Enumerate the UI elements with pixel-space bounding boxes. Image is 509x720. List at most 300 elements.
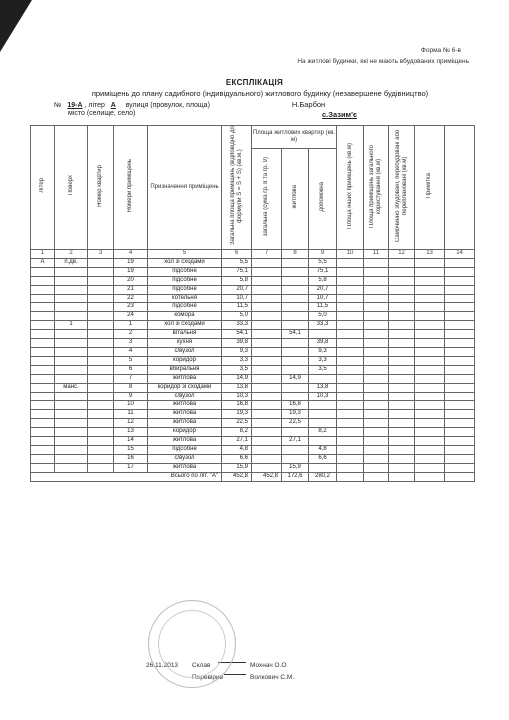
cell-total-area: 5,0	[222, 312, 252, 321]
cell-floor	[55, 339, 88, 348]
cell-empty	[337, 365, 364, 374]
cell-living	[282, 365, 309, 374]
cell-room-number: 19	[114, 258, 148, 267]
table-row	[31, 463, 475, 472]
cell-empty	[389, 463, 415, 472]
cell-apartment	[88, 365, 114, 374]
cell-empty	[445, 321, 475, 330]
col-general: загальна (сума гр. 8 та гр. 9)	[263, 157, 269, 237]
cell-empty	[445, 312, 475, 321]
cell-total-area: 5,5	[222, 258, 252, 267]
cell-empty	[445, 276, 475, 285]
cell-auxiliary: 39,8	[309, 339, 337, 348]
column-number: 14	[445, 250, 475, 259]
house-no: 19-А	[67, 102, 83, 109]
cell-total-area: 75,1	[222, 267, 252, 276]
cell-room-number: 21	[114, 285, 148, 294]
cell-empty	[337, 258, 364, 267]
column-number: 8	[282, 250, 309, 259]
checker-signature	[224, 674, 246, 675]
cell-room-number: 5	[114, 356, 148, 365]
cell-floor: 1	[55, 321, 88, 330]
cell-auxiliary: 5,8	[309, 276, 337, 285]
compiled-label: Склав	[192, 662, 211, 669]
cell-empty	[415, 267, 445, 276]
cell-empty	[337, 347, 364, 356]
cell-auxiliary	[309, 410, 337, 419]
cell-general	[252, 312, 282, 321]
cell-apartment	[88, 428, 114, 437]
cell-floor	[55, 428, 88, 437]
cell-total-area: 10,3	[222, 392, 252, 401]
cell-living	[282, 285, 309, 294]
cell-empty	[337, 463, 364, 472]
cell-litera: А	[31, 258, 55, 267]
cell-litera	[31, 428, 55, 437]
table-row	[31, 276, 475, 285]
cell-apartment	[88, 401, 114, 410]
cell-purpose: хол зі сходами	[148, 321, 222, 330]
cell-empty	[389, 321, 415, 330]
cell-living	[282, 321, 309, 330]
cell-purpose: житлова	[148, 410, 222, 419]
cell-auxiliary: 8,2	[309, 428, 337, 437]
cell-room-number: 8	[114, 383, 148, 392]
cell-empty	[364, 392, 389, 401]
cell-empty	[364, 445, 389, 454]
cell-auxiliary: 3,5	[309, 365, 337, 374]
cell-empty	[364, 454, 389, 463]
cell-empty	[445, 347, 475, 356]
cell-purpose: підсобне	[148, 303, 222, 312]
cell-room-number: 17	[114, 463, 148, 472]
cell-purpose: вітальня	[148, 330, 222, 339]
cell-purpose: хол зі сходами	[148, 258, 222, 267]
round-stamp-inner	[158, 610, 226, 678]
cell-empty	[337, 472, 364, 481]
cell-empty	[337, 437, 364, 446]
cell-floor	[55, 419, 88, 428]
cell-empty	[445, 330, 475, 339]
cell-total-area: 6,6	[222, 454, 252, 463]
cell-empty	[415, 463, 445, 472]
cell-floor	[55, 410, 88, 419]
cell-total-area: 39,8	[222, 339, 252, 348]
table-row	[31, 410, 475, 419]
column-number: 10	[337, 250, 364, 259]
cell-empty	[389, 472, 415, 481]
cell-floor	[55, 374, 88, 383]
table-row	[31, 267, 475, 276]
cell-purpose: підсобне	[148, 276, 222, 285]
cell-general	[252, 347, 282, 356]
cell-litera	[31, 330, 55, 339]
cell-empty	[415, 303, 445, 312]
cell-empty	[389, 445, 415, 454]
cell-auxiliary: 10,3	[309, 392, 337, 401]
cell-litera	[31, 374, 55, 383]
cell-empty	[445, 267, 475, 276]
column-number: 6	[222, 250, 252, 259]
cell-auxiliary: 6,6	[309, 454, 337, 463]
cell-general	[252, 276, 282, 285]
table-row	[31, 383, 475, 392]
cell-litera	[31, 463, 55, 472]
cell-apartment	[88, 312, 114, 321]
table-row	[31, 339, 475, 348]
cell-empty	[337, 312, 364, 321]
cell-apartment	[88, 437, 114, 446]
cell-floor	[55, 294, 88, 303]
document-title: ЕКСПЛІКАЦІЯ	[225, 78, 284, 87]
cell-floor	[55, 392, 88, 401]
cell-living	[282, 356, 309, 365]
cell-litera	[31, 392, 55, 401]
cell-floor	[55, 276, 88, 285]
cell-purpose: с/вузол	[148, 347, 222, 356]
cell-empty	[389, 330, 415, 339]
cell-empty	[364, 410, 389, 419]
cell-room-number: 2	[114, 330, 148, 339]
cell-empty	[337, 401, 364, 410]
column-number: 2	[55, 250, 88, 259]
cell-living: 54,1	[282, 330, 309, 339]
cell-apartment	[88, 463, 114, 472]
cell-empty	[415, 276, 445, 285]
table-row	[31, 437, 475, 446]
cell-apartment	[88, 392, 114, 401]
cell-purpose: с/вузол	[148, 392, 222, 401]
cell-empty	[364, 347, 389, 356]
cell-living	[282, 276, 309, 285]
cell-empty	[415, 392, 445, 401]
cell-total-area: 3,5	[222, 365, 252, 374]
cell-empty	[364, 330, 389, 339]
cell-room-number: 19	[114, 267, 148, 276]
cell-empty	[389, 454, 415, 463]
cell-general	[252, 463, 282, 472]
cell-litera	[31, 410, 55, 419]
table-row	[31, 365, 475, 374]
cell-empty	[364, 437, 389, 446]
cell-general	[252, 454, 282, 463]
cell-room-number: 3	[114, 339, 148, 348]
cell-empty	[337, 454, 364, 463]
cell-general	[252, 258, 282, 267]
cell-living	[282, 383, 309, 392]
cell-auxiliary: 5,0	[309, 312, 337, 321]
cell-empty	[389, 312, 415, 321]
cell-general	[252, 374, 282, 383]
cell-auxiliary: 10,7	[309, 294, 337, 303]
col-auxiliary: допоміжна	[319, 182, 326, 212]
cell-empty	[445, 445, 475, 454]
cell-apartment	[88, 321, 114, 330]
table-row	[31, 419, 475, 428]
cell-empty	[415, 419, 445, 428]
col-total-area: Загальна площа приміщень (відповідно до формули S = S + S) (кв.м.)	[229, 126, 243, 245]
cell-room-number: 9	[114, 392, 148, 401]
cell-empty	[415, 428, 445, 437]
cell-empty	[415, 445, 445, 454]
table-row	[31, 330, 475, 339]
column-number-row	[31, 250, 475, 259]
cell-room-number: 22	[114, 294, 148, 303]
cell-auxiliary	[309, 419, 337, 428]
cell-empty	[337, 321, 364, 330]
cell-empty	[337, 392, 364, 401]
cell-total-area: 16,8	[222, 401, 252, 410]
cell-empty	[364, 276, 389, 285]
cell-empty	[364, 472, 389, 481]
cell-floor	[55, 365, 88, 374]
cell-room-number: 14	[114, 437, 148, 446]
compile-date: 26.11.2013	[146, 662, 179, 669]
cell-empty	[445, 419, 475, 428]
cell-floor	[55, 267, 88, 276]
cell-empty	[364, 383, 389, 392]
cell-total-area: 22,5	[222, 419, 252, 428]
table-row	[31, 347, 475, 356]
table-row	[31, 356, 475, 365]
cell-litera	[31, 356, 55, 365]
cell-empty	[364, 339, 389, 348]
cell-purpose: житлова	[148, 437, 222, 446]
cell-living: 14,9	[282, 374, 309, 383]
cell-empty	[389, 437, 415, 446]
cell-empty	[364, 401, 389, 410]
cell-empty	[445, 437, 475, 446]
cell-empty	[415, 437, 445, 446]
cell-purpose: вбиральня	[148, 365, 222, 374]
cell-empty	[389, 303, 415, 312]
column-number: 9	[309, 250, 337, 259]
table-row	[31, 445, 475, 454]
scan-edge-mark	[0, 0, 32, 52]
cell-floor	[55, 463, 88, 472]
cell-room-number: 23	[114, 303, 148, 312]
table-row	[31, 285, 475, 294]
cell-empty	[389, 294, 415, 303]
total-area: 452,8	[222, 472, 252, 481]
table-row	[31, 258, 475, 267]
column-number: 1	[31, 250, 55, 259]
cell-empty	[415, 383, 445, 392]
cell-litera	[31, 419, 55, 428]
cell-general	[252, 428, 282, 437]
cell-apartment	[88, 410, 114, 419]
cell-empty	[364, 285, 389, 294]
cell-living: 19,3	[282, 410, 309, 419]
cell-empty	[364, 258, 389, 267]
total-general: 452,8	[252, 472, 282, 481]
cell-empty	[415, 472, 445, 481]
cell-living: 16,8	[282, 401, 309, 410]
cell-purpose: кухня	[148, 339, 222, 348]
cell-empty	[389, 339, 415, 348]
cell-empty	[337, 419, 364, 428]
cell-room-number: 6	[114, 365, 148, 374]
cell-total-area: 3,3	[222, 356, 252, 365]
cell-purpose: комора	[148, 312, 222, 321]
cell-apartment	[88, 258, 114, 267]
cell-general	[252, 303, 282, 312]
cell-litera	[31, 454, 55, 463]
cell-empty	[337, 267, 364, 276]
col-other-area: Площа інших приміщень (кв.м)	[346, 142, 353, 229]
cell-empty	[337, 374, 364, 383]
explication-table	[30, 125, 475, 482]
cell-litera	[31, 365, 55, 374]
cell-purpose: житлова	[148, 374, 222, 383]
cell-living	[282, 347, 309, 356]
cell-empty	[364, 356, 389, 365]
column-number: 5	[148, 250, 222, 259]
cell-floor	[55, 454, 88, 463]
column-number: 11	[364, 250, 389, 259]
cell-empty	[364, 463, 389, 472]
col-notes: Примітка	[426, 172, 433, 199]
cell-living: 22,5	[282, 419, 309, 428]
cell-litera	[31, 312, 55, 321]
cell-general	[252, 356, 282, 365]
cell-purpose: коридор зі сходами	[148, 383, 222, 392]
cell-empty	[445, 392, 475, 401]
cell-general	[252, 285, 282, 294]
table-row	[31, 428, 475, 437]
cell-empty	[389, 374, 415, 383]
cell-empty	[337, 339, 364, 348]
cell-living	[282, 294, 309, 303]
cell-total-area: 8,2	[222, 428, 252, 437]
cell-general	[252, 383, 282, 392]
table-row	[31, 321, 475, 330]
cell-general	[252, 437, 282, 446]
cell-apartment	[88, 445, 114, 454]
cell-empty	[415, 330, 445, 339]
cell-room-number: 15	[114, 445, 148, 454]
cell-empty	[364, 267, 389, 276]
cell-empty	[337, 356, 364, 365]
cell-empty	[415, 294, 445, 303]
cell-empty	[445, 374, 475, 383]
cell-empty	[337, 445, 364, 454]
table-row	[31, 303, 475, 312]
cell-purpose: підсобне	[148, 445, 222, 454]
column-number: 7	[252, 250, 282, 259]
cell-empty	[445, 356, 475, 365]
cell-empty	[445, 472, 475, 481]
cell-empty	[389, 428, 415, 437]
street-value: Н.Барбон	[291, 100, 326, 109]
cell-auxiliary: 4,8	[309, 445, 337, 454]
cell-floor	[55, 445, 88, 454]
cell-total-area: 54,1	[222, 330, 252, 339]
cell-empty	[389, 347, 415, 356]
cell-empty	[389, 392, 415, 401]
cell-total-area: 14,9	[222, 374, 252, 383]
cell-empty	[415, 401, 445, 410]
cell-room-number: 1	[114, 321, 148, 330]
col-purpose: Призначення приміщень	[148, 126, 222, 250]
cell-auxiliary: 5,5	[309, 258, 337, 267]
col-group-living-area: Площа житлових квартир (кв. м)	[252, 126, 337, 149]
cell-empty	[337, 383, 364, 392]
cell-empty	[415, 454, 445, 463]
checked-name: Волкович С.М.	[250, 674, 295, 681]
form-label: Форма № 6-в	[420, 47, 461, 54]
cell-empty	[445, 339, 475, 348]
cell-apartment	[88, 374, 114, 383]
cell-purpose: житлова	[148, 419, 222, 428]
cell-floor	[55, 285, 88, 294]
cell-general	[252, 321, 282, 330]
cell-general	[252, 365, 282, 374]
cell-purpose: котельня	[148, 294, 222, 303]
cell-room-number: 4	[114, 347, 148, 356]
cell-room-number: 12	[114, 419, 148, 428]
total-row	[31, 472, 475, 481]
cell-litera	[31, 303, 55, 312]
cell-room-number: 11	[114, 410, 148, 419]
cell-empty	[337, 330, 364, 339]
cell-auxiliary	[309, 463, 337, 472]
cell-empty	[445, 258, 475, 267]
col-litera: Літер	[39, 178, 45, 193]
cell-empty	[415, 321, 445, 330]
cell-empty	[364, 419, 389, 428]
cell-empty	[415, 347, 445, 356]
cell-empty	[364, 321, 389, 330]
col-apartment: Номер квартир	[97, 164, 103, 207]
cell-room-number: 16	[114, 454, 148, 463]
cell-litera	[31, 347, 55, 356]
cell-auxiliary: 20,7	[309, 285, 337, 294]
cell-empty	[389, 267, 415, 276]
cell-empty	[364, 365, 389, 374]
cell-empty	[445, 401, 475, 410]
col-unauthorized: Самочинно збудовані, перебудовані або переплановані (кв.м)	[394, 129, 408, 242]
document-subtitle: приміщень до плану садибного (індивідуального) житлового будинку (незавершене будівництво)	[91, 89, 429, 98]
column-number: 3	[88, 250, 114, 259]
cell-auxiliary: 9,3	[309, 347, 337, 356]
cell-auxiliary: 13,8	[309, 383, 337, 392]
col-common-area: Площа приміщень загального користування (кв.м)	[369, 144, 383, 228]
cell-purpose: житлова	[148, 463, 222, 472]
cell-general	[252, 330, 282, 339]
table-row	[31, 312, 475, 321]
cell-empty	[415, 410, 445, 419]
cell-empty	[389, 419, 415, 428]
cell-purpose: підсобне	[148, 285, 222, 294]
cell-floor	[55, 330, 88, 339]
cell-living: 15,9	[282, 463, 309, 472]
cell-apartment	[88, 347, 114, 356]
cell-floor	[55, 347, 88, 356]
cell-total-area: 10,7	[222, 294, 252, 303]
cell-living: 27,1	[282, 437, 309, 446]
street-label: вулиця (провулок, площа)	[125, 102, 210, 109]
cell-total-area: 5,8	[222, 276, 252, 285]
cell-general	[252, 419, 282, 428]
cell-apartment	[88, 294, 114, 303]
cell-empty	[389, 285, 415, 294]
cell-empty	[389, 401, 415, 410]
cell-living	[282, 454, 309, 463]
cell-empty	[415, 258, 445, 267]
cell-room-number: 10	[114, 401, 148, 410]
cell-empty	[415, 312, 445, 321]
